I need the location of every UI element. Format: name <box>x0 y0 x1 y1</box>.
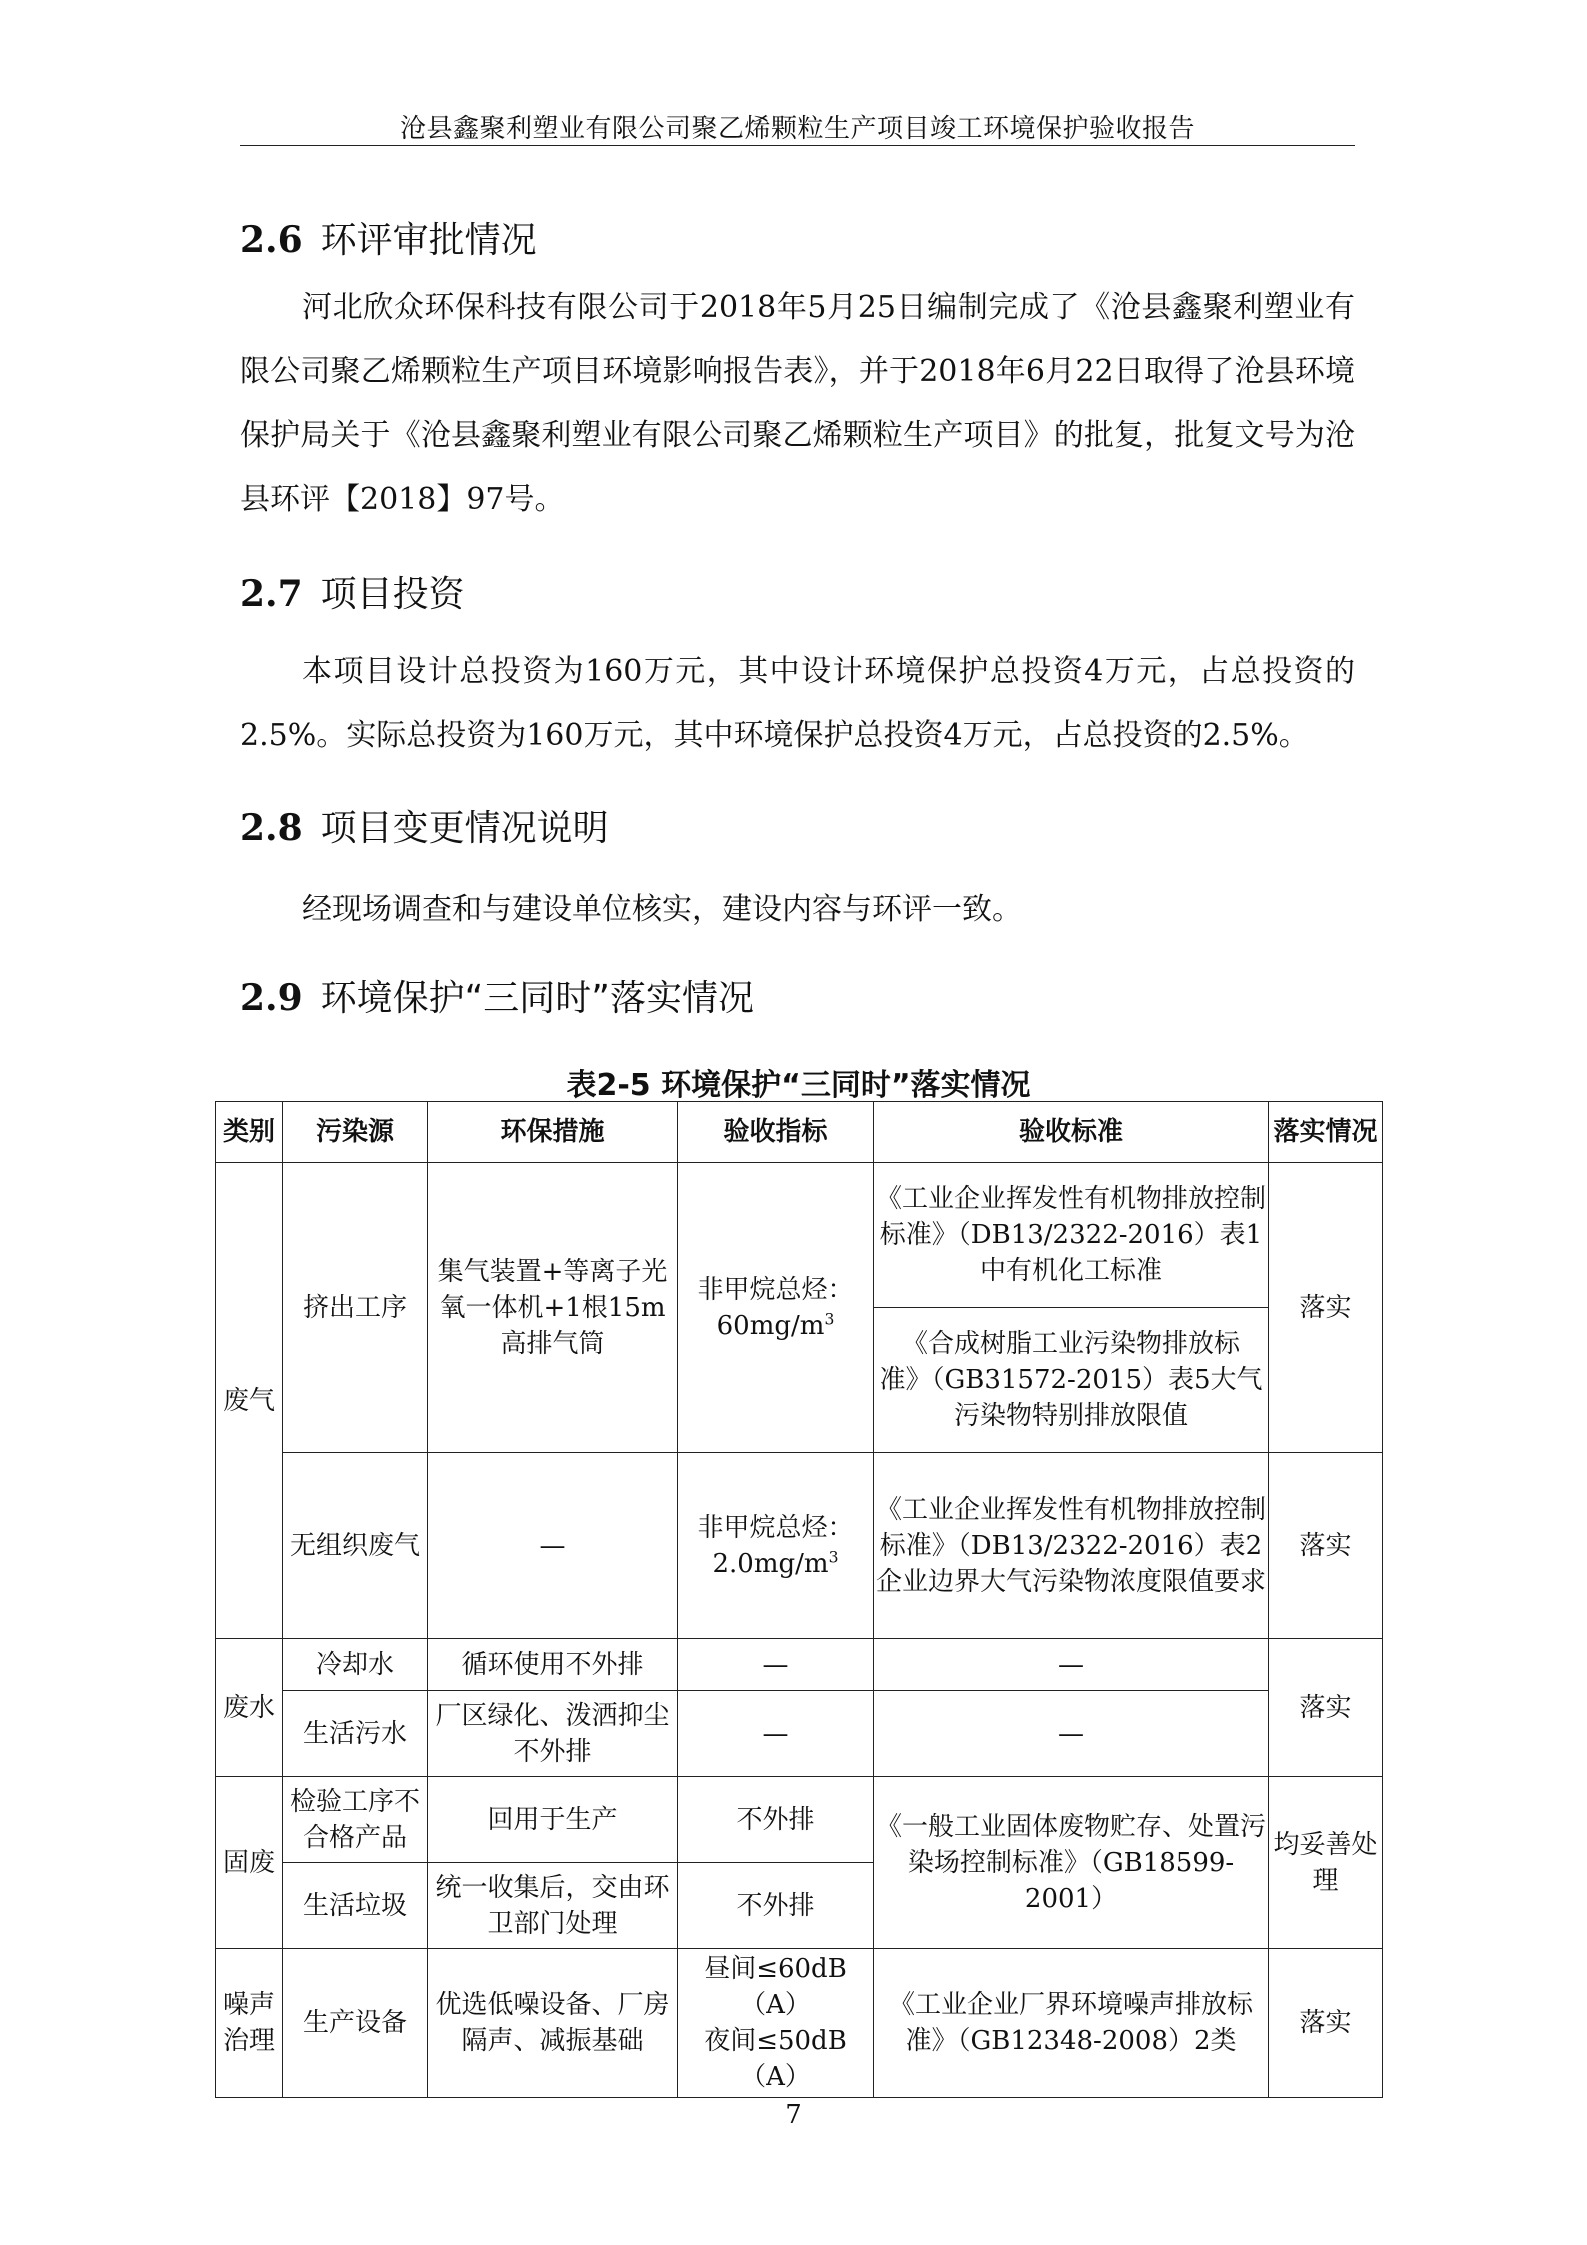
status-cell: 落实 <box>1269 1639 1383 1777</box>
table-row <box>216 1639 1383 1691</box>
table-row <box>216 1777 1383 1863</box>
index-cell: — <box>678 1639 874 1691</box>
section-heading-2-6 <box>240 212 537 263</box>
standard-cell: 《工业企业厂界环境噪声排放标准》（GB12348-2008）2类 <box>874 1949 1269 2098</box>
index-cell: — <box>678 1691 874 1777</box>
table-row <box>216 1949 1383 2098</box>
measure-cell: 优选低噪设备、厂房隔声、减振基础 <box>428 1949 678 2098</box>
table-caption: 表2-5 环境保护“三同时”落实情况 <box>566 1068 1031 1103</box>
index-label: 非甲烷总烃： <box>697 1512 854 1543</box>
section-number: 2.6 <box>240 219 303 261</box>
header-category: 类别 <box>216 1102 283 1163</box>
header-status: 落实情况 <box>1269 1102 1383 1163</box>
status-cell: 均妥善处理 <box>1269 1777 1383 1949</box>
index-value: 60mg/m <box>716 1310 825 1341</box>
section-paragraph-2-7: 本项目设计总投资为160万元，其中设计环境保护总投资4万元，占总投资的2.5%。实际总投资为160万元，其中环境保护总投资4万元，占总投资的2.5%。 <box>240 654 1355 753</box>
header-rule <box>240 145 1355 146</box>
header-standard: 验收标准 <box>874 1102 1269 1163</box>
page-number: 7 <box>785 2100 802 2130</box>
status-cell: 落实 <box>1269 1163 1383 1453</box>
section-heading-2-9 <box>240 970 754 1021</box>
index-day: 昼间≤60dB（A） <box>704 1954 847 2020</box>
source-cell: 冷却水 <box>283 1639 428 1691</box>
category-cell: 噪声治理 <box>216 1949 283 2098</box>
measure-cell: 厂区绿化、泼洒抑尘不外排 <box>428 1691 678 1777</box>
table-row <box>216 1163 1383 1308</box>
status-cell: 落实 <box>1269 1949 1383 2098</box>
unit-superscript: 3 <box>824 1309 835 1328</box>
section-title: 项目变更情况说明 <box>320 808 609 849</box>
source-cell: 生活垃圾 <box>283 1863 428 1949</box>
index-night: 夜间≤50dB（A） <box>704 2026 847 2092</box>
category-cell: 固废 <box>216 1777 283 1949</box>
index-cell <box>678 1453 874 1639</box>
measure-cell: — <box>428 1453 678 1639</box>
section-title: 项目投资 <box>320 574 465 615</box>
category-cell: 废气 <box>216 1163 283 1639</box>
measure-cell: 循环使用不外排 <box>428 1639 678 1691</box>
category-cell: 废水 <box>216 1639 283 1777</box>
index-value: 2.0mg/m <box>712 1548 829 1579</box>
standard-cell: 《合成树脂工业污染物排放标准》（GB31572-2015）表5大气污染物特别排放限值 <box>874 1308 1269 1453</box>
standard-cell: — <box>874 1639 1269 1691</box>
status-cell: 落实 <box>1269 1453 1383 1639</box>
index-cell <box>678 1163 874 1453</box>
section-number: 2.9 <box>240 977 303 1019</box>
index-cell: 不外排 <box>678 1777 874 1863</box>
measure-cell: 回用于生产 <box>428 1777 678 1863</box>
source-cell: 挤出工序 <box>283 1163 428 1453</box>
standard-cell: 《一般工业固体废物贮存、处置污染场控制标准》（GB18599-2001） <box>874 1777 1269 1949</box>
section-paragraph-2-8: 经现场调查和与建设单位核实，建设内容与环评一致。 <box>302 892 1022 927</box>
source-cell: 无组织废气 <box>283 1453 428 1639</box>
index-cell: 不外排 <box>678 1863 874 1949</box>
index-label: 非甲烷总烃： <box>697 1274 854 1305</box>
table-header-row <box>216 1102 1383 1163</box>
unit-superscript: 3 <box>828 1547 839 1566</box>
source-cell: 生产设备 <box>283 1949 428 2098</box>
section-number: 2.8 <box>240 807 303 849</box>
three-simultaneities-table <box>215 1101 1383 2098</box>
header-source: 污染源 <box>283 1102 428 1163</box>
source-cell: 生活污水 <box>283 1691 428 1777</box>
section-title: 环境保护“三同时”落实情况 <box>320 978 754 1019</box>
table-row <box>216 1453 1383 1639</box>
section-heading-2-8 <box>240 800 609 851</box>
index-cell <box>678 1949 874 2098</box>
standard-cell: 《工业企业挥发性有机物排放控制标准》（DB13/2322-2016）表2企业边界大气污染物浓度限值要求 <box>874 1453 1269 1639</box>
section-title: 环评审批情况 <box>320 220 537 261</box>
measure-cell: 集气装置+等离子光氧一体机+1根15m高排气筒 <box>428 1163 678 1453</box>
header-measures: 环保措施 <box>428 1102 678 1163</box>
table-row <box>216 1691 1383 1777</box>
running-header: 沧县鑫聚利塑业有限公司聚乙烯颗粒生产项目竣工环境保护验收报告 <box>399 114 1195 144</box>
measure-cell: 统一收集后，交由环卫部门处理 <box>428 1863 678 1949</box>
section-paragraph-2-6: 河北欣众环保科技有限公司于2018年5月25日编制完成了《沧县鑫聚利塑业有限公司聚乙烯颗粒生产项目环境影响报告表》，并于2018年6月22日取得了沧县环境保护局关于《沧县鑫聚利塑业有限公司聚乙烯颗粒生产项目》的批复，批复文号为沧县环评【2018】97号。 <box>240 290 1355 517</box>
standard-cell: — <box>874 1691 1269 1777</box>
section-number: 2.7 <box>240 573 303 615</box>
header-index: 验收指标 <box>678 1102 874 1163</box>
standard-cell: 《工业企业挥发性有机物排放控制标准》（DB13/2322-2016）表1中有机化工标准 <box>874 1163 1269 1308</box>
section-heading-2-7 <box>240 566 465 617</box>
source-cell: 检验工序不合格产品 <box>283 1777 428 1863</box>
